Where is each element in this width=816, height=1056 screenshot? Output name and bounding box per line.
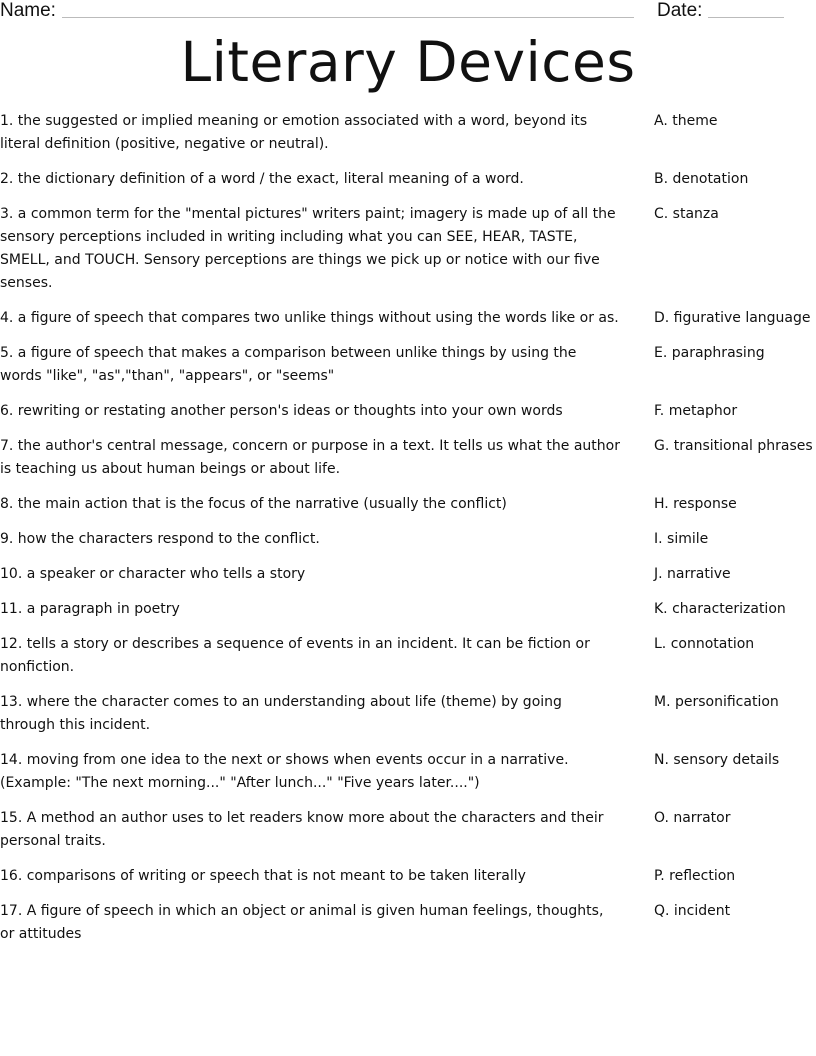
answer-choice: I. simile <box>654 531 709 547</box>
date-field-line[interactable] <box>708 17 784 18</box>
matching-row <box>0 307 816 342</box>
name-field-line[interactable] <box>62 17 634 18</box>
matching-row <box>0 342 816 400</box>
clue-text: 10. a speaker or character who tells a story <box>0 566 306 582</box>
matching-row <box>0 598 816 633</box>
matching-row <box>0 168 816 203</box>
clue-text: 17. A figure of speech in which an object or animal is given human feelings, thoughts, or attitudes <box>0 903 604 942</box>
answer-choice: O. narrator <box>654 810 731 826</box>
clue-text: 9. how the characters respond to the conflict. <box>0 531 320 547</box>
answer-choice: M. personification <box>654 694 779 710</box>
answer-choice: E. paraphrasing <box>654 345 765 361</box>
clue-text: 13. where the character comes to an understanding about life (theme) by going through this incident. <box>0 694 562 733</box>
matching-row <box>0 563 816 598</box>
answer-choice: L. connotation <box>654 636 755 652</box>
answer-choice: Q. incident <box>654 903 731 919</box>
clue-text: 5. a figure of speech that makes a comparison between unlike things by using the words "like", "as","than", "appears", or "seems" <box>0 345 577 384</box>
answer-choice: A. theme <box>654 113 718 129</box>
clue-text: 3. a common term for the "mental pictures" writers paint; imagery is made up of all the sensory perceptions included in writing including what you can SEE, HEAR, TASTE, SMELL, and TOUCH. Sensory perceptions are things we pick up or notice with our five senses. <box>0 206 616 291</box>
answer-choice: K. characterization <box>654 601 786 617</box>
matching-row <box>0 203 816 307</box>
date-label: Date: <box>657 0 703 21</box>
answer-choice: H. response <box>654 496 737 512</box>
matching-list <box>0 110 816 958</box>
clue-text: 15. A method an author uses to let readers know more about the characters and their personal traits. <box>0 810 604 849</box>
clue-text: 2. the dictionary definition of a word / the exact, literal meaning of a word. <box>0 171 524 187</box>
matching-row <box>0 900 816 958</box>
matching-row <box>0 633 816 691</box>
answer-choice: B. denotation <box>654 171 749 187</box>
answer-choice: G. transitional phrases <box>654 438 813 454</box>
matching-row <box>0 807 816 865</box>
matching-row <box>0 865 816 900</box>
clue-text: 11. a paragraph in poetry <box>0 601 180 617</box>
matching-row <box>0 110 816 168</box>
worksheet-header <box>0 0 816 24</box>
clue-text: 8. the main action that is the focus of the narrative (usually the conflict) <box>0 496 507 512</box>
name-label: Name: <box>0 0 56 21</box>
answer-choice: J. narrative <box>654 566 731 582</box>
matching-row <box>0 435 816 493</box>
matching-row <box>0 749 816 807</box>
clue-text: 6. rewriting or restating another person's ideas or thoughts into your own words <box>0 403 563 419</box>
clue-text: 14. moving from one idea to the next or shows when events occur in a narrative. (Example: "The next morning..." "After lunch..." "Five years later....") <box>0 752 569 791</box>
clue-text: 16. comparisons of writing or speech that is not meant to be taken literally <box>0 868 526 884</box>
answer-choice: D. figurative language <box>654 310 811 326</box>
answer-choice: C. stanza <box>654 206 719 222</box>
clue-text: 7. the author's central message, concern or purpose in a text. It tells us what the author is teaching us about human beings or about life. <box>0 438 620 477</box>
page-title: Literary Devices <box>180 30 636 94</box>
clue-text: 1. the suggested or implied meaning or emotion associated with a word, beyond its literal definition (positive, negative or neutral). <box>0 113 588 152</box>
matching-row <box>0 400 816 435</box>
answer-choice: F. metaphor <box>654 403 738 419</box>
matching-row <box>0 691 816 749</box>
clue-text: 4. a figure of speech that compares two unlike things without using the words like or as. <box>0 310 619 326</box>
answer-choice: N. sensory details <box>654 752 780 768</box>
matching-row <box>0 493 816 528</box>
matching-row <box>0 528 816 563</box>
answer-choice: P. reflection <box>654 868 736 884</box>
clue-text: 12. tells a story or describes a sequence of events in an incident. It can be fiction or nonfiction. <box>0 636 590 675</box>
